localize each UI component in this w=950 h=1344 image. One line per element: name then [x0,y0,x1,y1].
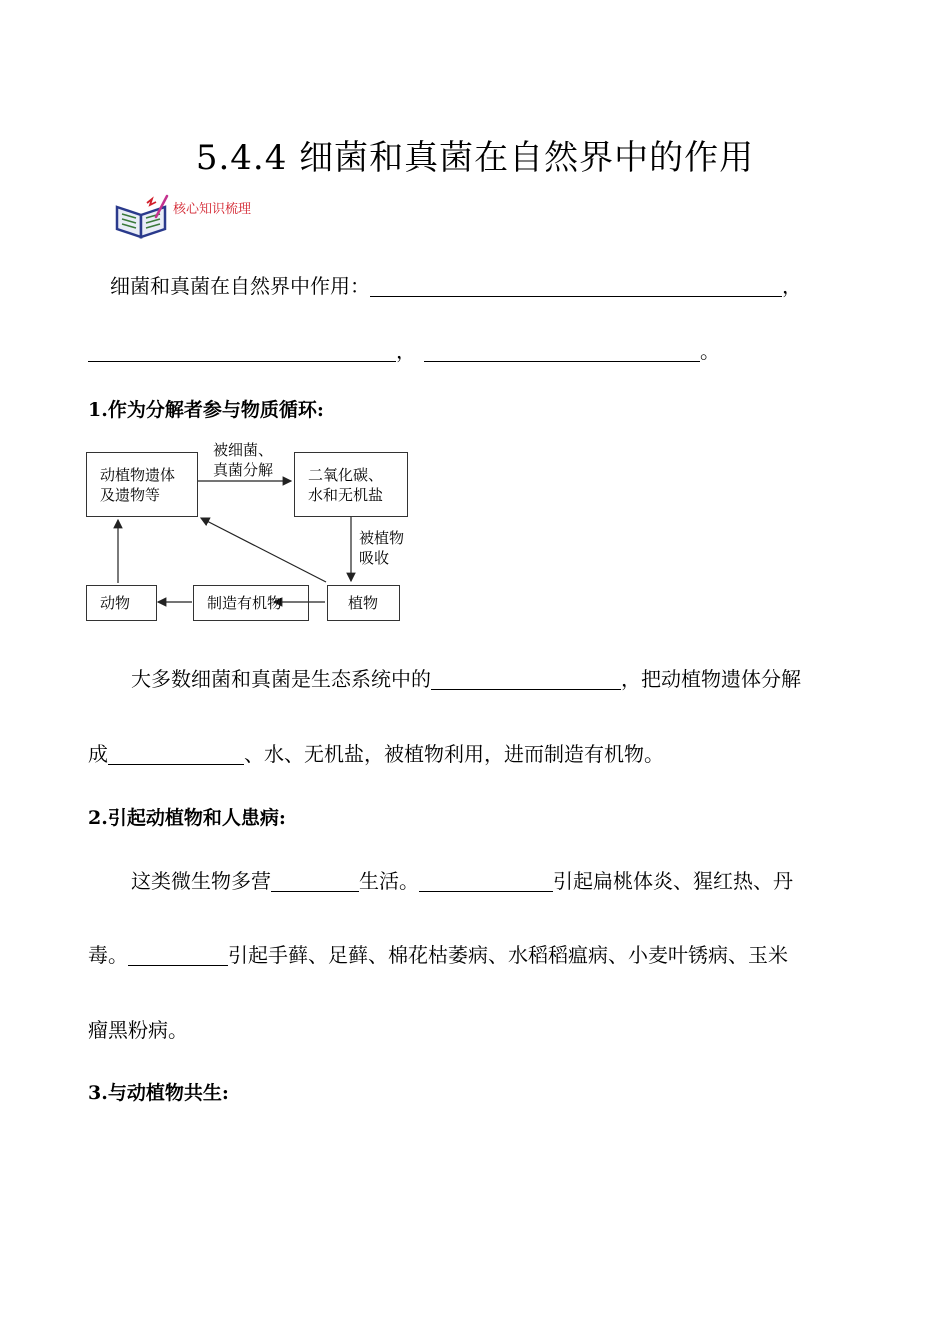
answer-blank[interactable] [419,869,553,892]
section-2-paragraph-line-2 [88,939,788,968]
answer-blank[interactable] [88,339,396,362]
page-title: 5.4.4 细菌和真菌在自然界中的作用 [195,138,755,178]
text-segment: 生活。 [359,869,419,893]
intro-end: 。 [700,339,720,363]
box-plant: 植物 [327,585,400,621]
intro-comma: ， [396,339,416,363]
arrow-label-decompose-line-2: 真菌分解 [213,461,274,479]
text-segment: 大多数细菌和真菌是生态系统中的 [131,667,431,691]
box-inorganic-line-2: 水和无机盐 [308,486,384,504]
text-segment: 引起扁桃体炎、猩红热、丹 [553,869,793,893]
arrow-label-absorb-line-1: 被植物 [359,529,405,547]
box-inorganic [294,452,408,517]
intro-line-2 [88,335,720,364]
text-segment: 引起手藓、足藓、棉花枯萎病、水稻稻瘟病、小麦叶锈病、玉米 [228,943,788,967]
section-2-paragraph-line-3: 瘤黑粉病。 [88,1018,188,1042]
intro-line-1 [110,270,802,299]
box-inorganic-line-1: 二氧化碳、 [308,466,384,484]
answer-blank[interactable] [108,742,244,765]
answer-blank[interactable] [128,943,228,966]
arrow-label-decompose-line-1: 被细菌、 [213,441,274,459]
answer-blank[interactable] [431,667,621,690]
answer-blank[interactable] [424,339,700,362]
box-remains-line-1: 动植物遗体 [100,466,176,484]
book-icon [114,193,170,241]
text-segment: 这类微生物多营 [131,869,271,893]
box-remains-line-2: 及遗物等 [100,486,161,504]
text-segment: ，把动植物遗体分解 [621,667,801,691]
box-remains [86,452,198,517]
section-3-heading: 3.与动植物共生: [88,1082,229,1104]
intro-lead: 细菌和真菌在自然界中作用： [110,274,370,298]
section-1-heading: 1.作为分解者参与物质循环: [88,399,324,421]
section-1-paragraph-line-1 [131,663,801,692]
section-1-paragraph-line-2 [88,738,664,767]
text-segment: 毒。 [88,943,128,967]
arrow-label-decompose [213,440,273,480]
box-organic: 制造有机物 [193,585,309,621]
section-2-paragraph-line-1 [131,865,793,894]
box-animal: 动物 [86,585,157,621]
text-segment: 、水、无机盐，被植物利用，进而制造有机物。 [244,742,664,766]
intro-comma: ， [782,274,802,298]
section-2-heading: 2.引起动植物和人患病: [88,807,286,829]
section-badge-label: 核心知识梳理 [173,202,252,217]
matter-cycle-diagram [80,440,420,630]
arrow-label-absorb-line-2: 吸收 [359,549,390,567]
answer-blank[interactable] [271,869,359,892]
answer-blank[interactable] [370,274,782,297]
text-segment: 成 [88,742,108,766]
arrow-label-absorb [359,528,404,568]
